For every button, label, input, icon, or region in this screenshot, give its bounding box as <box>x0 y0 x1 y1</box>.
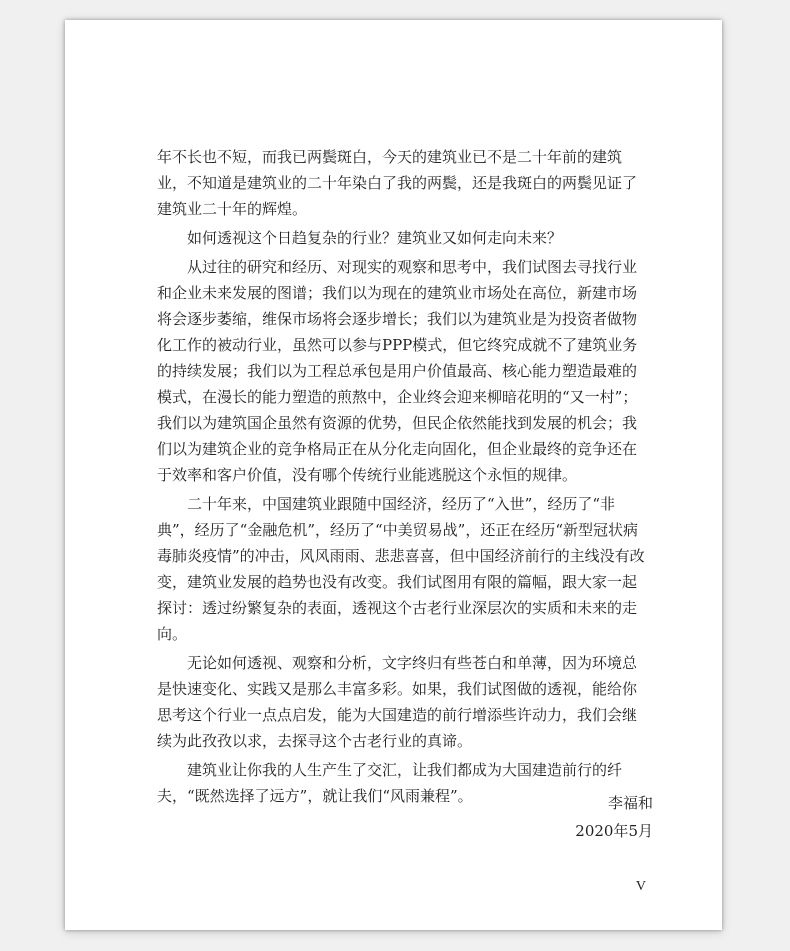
page-number: V <box>635 879 646 894</box>
author-signature: 李福和 <box>607 794 653 812</box>
paragraph-3: 从过往的研究和经历、对现实的观察和思考中，我们试图去寻找行业和企业未来发展的图谱；我们以为现在的建筑业市场处在高位，新建市场将会逐步萎缩，维保市场将会逐步增长；我们以为建筑业是为投资者做物化工作的被动行业，虽然可以参与PPP模式，但它终究成就不了建筑业务的持续发展；我们以为工程总承包是用户价值最高、核心能力塑造最难的模式，在漫长的能力塑造的煎熬中，企业终会迎来柳暗花明的“又一村”；我们以为建筑国企虽然有资源的优势，但民企依然能找到发展的机会；我们以为建筑企业的竞争格局正在从分化走向固化，但企业最终的竞争还在于效率和客户价值，没有哪个传统行业能逃脱这个永恒的规律。 <box>157 258 638 484</box>
body-text <box>157 144 651 812</box>
paragraph-1: 年不长也不短，而我已两鬓斑白，今天的建筑业已不是二十年前的建筑业，不知道是建筑业的二十年染白了我的两鬓，还是我斑白的两鬓见证了建筑业二十年的辉煌。 <box>157 148 638 218</box>
paragraph-5: 无论如何透视、观察和分析，文字终归有些苍白和单薄，因为环境总是快速变化、实践又是那么丰富多彩。如果，我们试图做的透视，能给你思考这个行业一点点启发，能为大国建造的前行增添些许动力，我们会继续为此孜孜以求，去探寻这个古老行业的真谛。 <box>157 654 638 750</box>
signature-date: 2020年5月 <box>575 822 653 840</box>
document-page <box>65 20 722 930</box>
paragraph-2: 如何透视这个日趋复杂的行业？建筑业又如何走向未来？ <box>187 229 563 247</box>
paragraph-4: 二十年来，中国建筑业跟随中国经济，经历了“入世”，经历了“非典”，经历了“金融危机”，经历了“中美贸易战”，还正在经历“新型冠状病毒肺炎疫情”的冲击，风风雨雨、悲悲喜喜，但中国经济前行的主线没有改变，建筑业发展的趋势也没有改变。我们试图用有限的篇幅，跟大家一起探讨：透过纷繁复杂的表面，透视这个古老行业深层次的实质和未来的走向。 <box>157 495 645 643</box>
paragraph-6: 建筑业让你我的人生产生了交汇，让我们都成为大国建造前行的纤夫，“既然选择了远方”，就让我们“风雨兼程”。 <box>157 761 623 805</box>
